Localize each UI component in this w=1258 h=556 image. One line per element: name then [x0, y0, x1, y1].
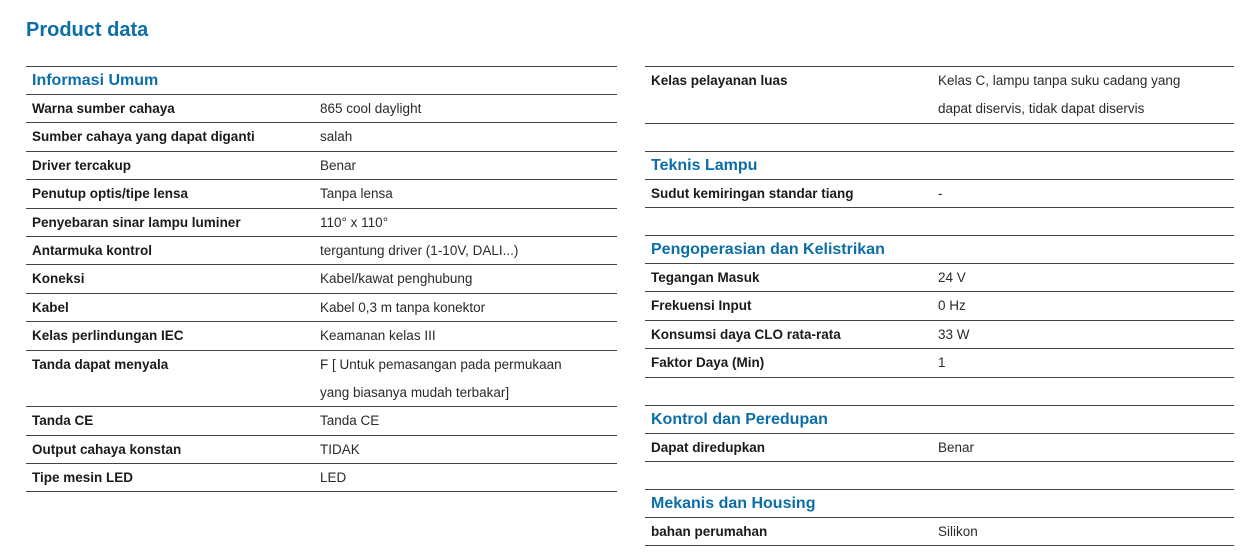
table-row [26, 237, 617, 265]
section-title: Mekanis dan Housing [645, 490, 1234, 518]
table-row [26, 95, 617, 123]
row-value: 865 cool daylight [320, 101, 422, 116]
section-teknis-lampu [645, 151, 1234, 208]
row-value: Tanpa lensa [320, 186, 393, 202]
table-row [26, 407, 617, 435]
row-label: Output cahaya konstan [32, 441, 182, 457]
section-spacer [645, 208, 1234, 235]
row-value [320, 351, 617, 407]
row-label: Penutup optis/tipe lensa [32, 186, 189, 202]
row-label: Antarmuka kontrol [32, 242, 153, 258]
row-value: Kabel/kawat penghubung [320, 271, 473, 287]
table-row [645, 518, 1234, 546]
table-row [26, 180, 617, 208]
row-value: 24 V [938, 269, 966, 285]
table-row [26, 464, 617, 492]
table-row [26, 265, 617, 293]
row-label: Faktor Daya (Min) [651, 355, 765, 371]
row-value: 33 W [938, 326, 970, 342]
row-value: LED [320, 469, 347, 485]
row-value: 0 Hz [938, 298, 966, 314]
table-row [645, 67, 1234, 124]
section-spacer [645, 124, 1234, 151]
table-row [26, 294, 617, 322]
row-value-line: F [ Untuk pemasangan pada permukaan [320, 356, 562, 372]
row-label: Warna sumber cahaya [32, 101, 175, 116]
row-value-line: yang biasanya mudah terbakar] [320, 384, 510, 400]
page-title: Product data [26, 19, 149, 41]
row-label: Kelas perlindungan IEC [32, 328, 184, 344]
left-column [26, 66, 617, 492]
row-value: Silikon [938, 523, 978, 539]
table-row [26, 351, 617, 408]
section-title: Informasi Umum [26, 67, 617, 95]
row-label: Kelas pelayanan luas [651, 73, 788, 88]
section-title: Teknis Lampu [645, 152, 1234, 180]
table-row [645, 321, 1234, 349]
row-value: tergantung driver (1-10V, DALI...) [320, 242, 519, 258]
section-informasi-umum [26, 66, 617, 492]
row-label: Koneksi [32, 271, 85, 287]
table-row [26, 436, 617, 464]
row-label: Sudut kemiringan standar tiang [651, 185, 854, 201]
row-label: Sumber cahaya yang dapat diganti [32, 129, 255, 145]
table-row [645, 292, 1234, 320]
row-label: Tipe mesin LED [32, 469, 134, 485]
row-value: - [938, 185, 943, 201]
row-label: Konsumsi daya CLO rata-rata [651, 326, 841, 342]
row-value: Tanda CE [320, 413, 380, 429]
section-title: Kontrol dan Peredupan [645, 406, 1234, 434]
row-label: Tanda dapat menyala [32, 356, 169, 372]
table-row [645, 349, 1234, 377]
row-value: TIDAK [320, 441, 360, 457]
row-label: Driver tercakup [32, 157, 132, 173]
right-column [645, 66, 1234, 546]
row-label: Tegangan Masuk [651, 269, 760, 285]
row-value [938, 67, 1234, 123]
row-label: Penyebaran sinar lampu luminer [32, 214, 241, 230]
table-row [26, 322, 617, 350]
section-title: Pengoperasian dan Kelistrikan [645, 236, 1234, 264]
row-label: Frekuensi Input [651, 298, 752, 314]
table-row [645, 180, 1234, 208]
section-spacer [645, 462, 1234, 489]
row-label: Kabel [32, 299, 69, 315]
table-row [645, 434, 1234, 462]
row-label: Tanda CE [32, 413, 94, 429]
table-row [26, 209, 617, 237]
row-value-line: Kelas C, lampu tanpa suku cadang yang [938, 73, 1181, 88]
row-value: 1 [938, 355, 946, 371]
section-spacer [645, 378, 1234, 405]
row-value-line: dapat diservis, tidak dapat diservis [938, 101, 1145, 116]
section-service [645, 66, 1234, 124]
row-value: 110° x 110° [320, 214, 389, 230]
section-mekanis [645, 489, 1234, 546]
row-value: Benar [320, 157, 357, 173]
row-value: Kabel 0,3 m tanpa konektor [320, 299, 486, 315]
table-row [26, 123, 617, 151]
table-row [645, 264, 1234, 292]
row-value: salah [320, 129, 353, 145]
table-row [26, 152, 617, 180]
section-pengoperasian [645, 235, 1234, 378]
row-label: bahan perumahan [651, 523, 768, 539]
row-value: Keamanan kelas III [320, 328, 436, 344]
row-value: Benar [938, 439, 975, 455]
row-label: Dapat diredupkan [651, 439, 766, 455]
section-kontrol [645, 405, 1234, 462]
